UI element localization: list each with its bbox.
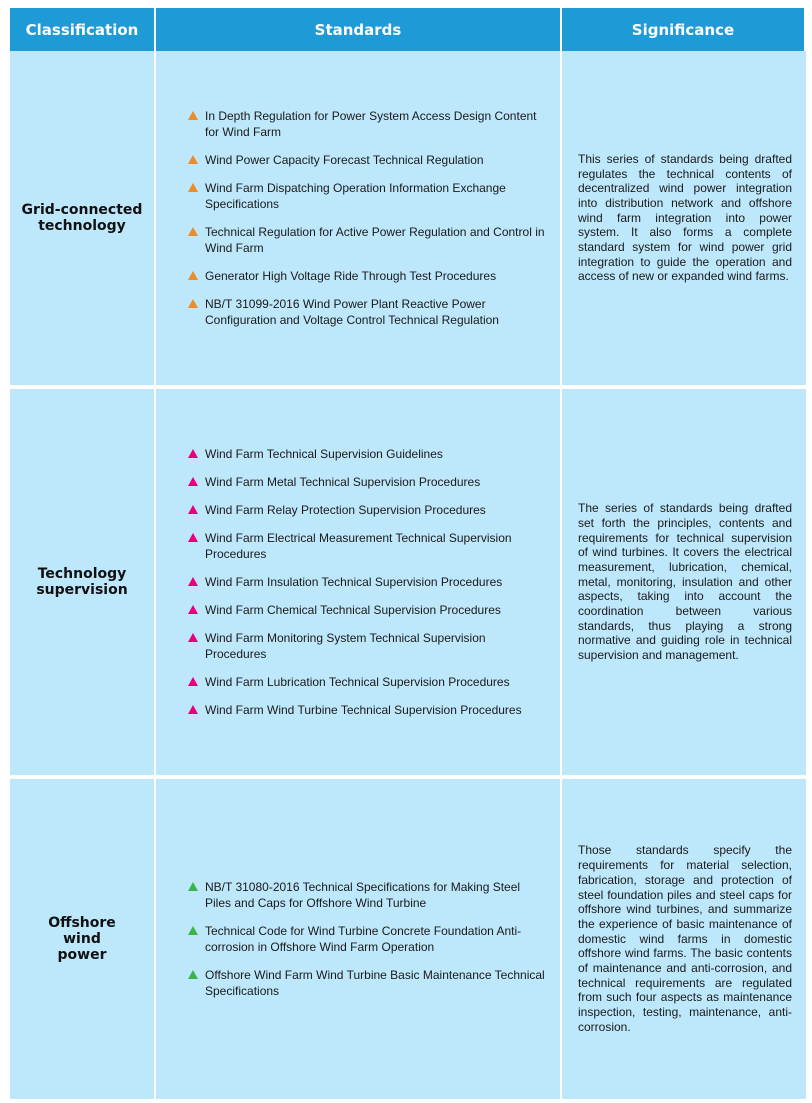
standard-text: Generator High Voltage Ride Through Test Procedures	[205, 269, 497, 283]
list-item	[188, 296, 548, 328]
standards-cell	[156, 779, 562, 1103]
list-item	[188, 180, 548, 212]
standard-text: Technical Code for Wind Turbine Concrete Foundation Anti-corrosion in Offshore Wind Farm Operation	[205, 924, 522, 954]
triangle-bullet-icon	[188, 505, 198, 514]
triangle-bullet-icon	[188, 155, 198, 164]
standard-text: In Depth Regulation for Power System Access Design Content for Wind Farm	[205, 109, 537, 139]
triangle-bullet-icon	[188, 677, 198, 686]
list-item	[188, 630, 548, 662]
triangle-bullet-icon	[188, 111, 198, 120]
standard-text: Offshore Wind Farm Wind Turbine Basic Maintenance Technical Specifications	[205, 968, 545, 998]
header-classification: Classification	[10, 8, 156, 51]
list-item	[188, 446, 548, 462]
triangle-bullet-icon	[188, 926, 198, 935]
triangle-bullet-icon	[188, 970, 198, 979]
list-item	[188, 108, 548, 140]
triangle-bullet-icon	[188, 533, 198, 542]
standards-cell	[156, 389, 562, 779]
significance-text: Those standards specify the requirements for material selection, fabrication, storage and protection of steel foundation piles and steel caps for offshore wind turbines, and summarize the experience of basic maintenance of domestic wind farms in domestic offshore wind farms. The basic contents of maintenance and anti-corrosion, and technical requirements are regulated from such four aspects as maintenance inspection, testing, maintenance, anti-corrosion.	[578, 843, 792, 1034]
list-item	[188, 530, 548, 562]
standards-cell	[156, 51, 562, 389]
standards-table	[10, 8, 806, 1103]
standard-text: NB/T 31080-2016 Technical Specifications for Making Steel Piles and Caps for Offshore Wind Turbine	[205, 880, 521, 910]
triangle-bullet-icon	[188, 882, 198, 891]
standard-text: Wind Farm Chemical Technical Supervision Procedures	[205, 603, 501, 617]
triangle-bullet-icon	[188, 299, 198, 308]
list-item	[188, 224, 548, 256]
list-item	[188, 674, 548, 690]
triangle-bullet-icon	[188, 227, 198, 236]
classification-cell	[10, 51, 156, 389]
classification-label: Grid-connected technology	[21, 202, 143, 234]
list-item	[188, 474, 548, 490]
standard-text: Technical Regulation for Active Power Regulation and Control in Wind Farm	[205, 225, 545, 255]
classification-label: Technology supervision	[36, 566, 128, 598]
list-item	[188, 602, 548, 618]
triangle-bullet-icon	[188, 577, 198, 586]
list-item	[188, 268, 548, 284]
triangle-bullet-icon	[188, 605, 198, 614]
list-item	[188, 923, 548, 955]
significance-cell	[562, 51, 806, 389]
header-significance: Significance	[562, 8, 806, 51]
classification-label: Offshore wind power	[48, 915, 116, 963]
classification-cell	[10, 389, 156, 779]
significance-text: This series of standards being drafted regulates the technical contents of decentralized wind power integration into distribution network and offshore wind farm integration into power system. It also forms a complete standard system for wind power grid integration to guide the operation and access of new or expanded wind farms.	[578, 151, 792, 284]
significance-text: The series of standards being drafted set forth the principles, contents and requirements for technical supervision of wind turbines. It covers the electrical measurement, lubrication, chemical, metal, monitoring, insulation and other aspects, taking into account the coordination between various standards, thus playing a strong normative and guiding role in technical supervision and management.	[578, 501, 792, 663]
standard-text: Wind Farm Monitoring System Technical Supervision Procedures	[205, 631, 486, 661]
classification-cell	[10, 779, 156, 1103]
significance-cell	[562, 389, 806, 779]
standard-text: NB/T 31099-2016 Wind Power Plant Reactive Power Configuration and Voltage Control Technical Regulation	[205, 297, 499, 327]
standard-text: Wind Farm Dispatching Operation Information Exchange Specifications	[205, 181, 506, 211]
triangle-bullet-icon	[188, 183, 198, 192]
standard-text: Wind Power Capacity Forecast Technical Regulation	[205, 153, 484, 167]
list-item	[188, 152, 548, 168]
standard-text: Wind Farm Metal Technical Supervision Procedures	[205, 475, 481, 489]
list-item	[188, 879, 548, 911]
triangle-bullet-icon	[188, 271, 198, 280]
triangle-bullet-icon	[188, 477, 198, 486]
triangle-bullet-icon	[188, 705, 198, 714]
standard-text: Wind Farm Electrical Measurement Technical Supervision Procedures	[205, 531, 512, 561]
list-item	[188, 574, 548, 590]
list-item	[188, 702, 548, 718]
list-item	[188, 967, 548, 999]
standard-text: Wind Farm Insulation Technical Supervision Procedures	[205, 575, 503, 589]
standard-text: Wind Farm Wind Turbine Technical Supervision Procedures	[205, 703, 522, 717]
standard-text: Wind Farm Relay Protection Supervision Procedures	[205, 503, 486, 517]
standard-text: Wind Farm Lubrication Technical Supervision Procedures	[205, 675, 510, 689]
header-standards: Standards	[156, 8, 562, 51]
triangle-bullet-icon	[188, 449, 198, 458]
triangle-bullet-icon	[188, 633, 198, 642]
significance-cell	[562, 779, 806, 1103]
standard-text: Wind Farm Technical Supervision Guidelines	[205, 447, 443, 461]
list-item	[188, 502, 548, 518]
